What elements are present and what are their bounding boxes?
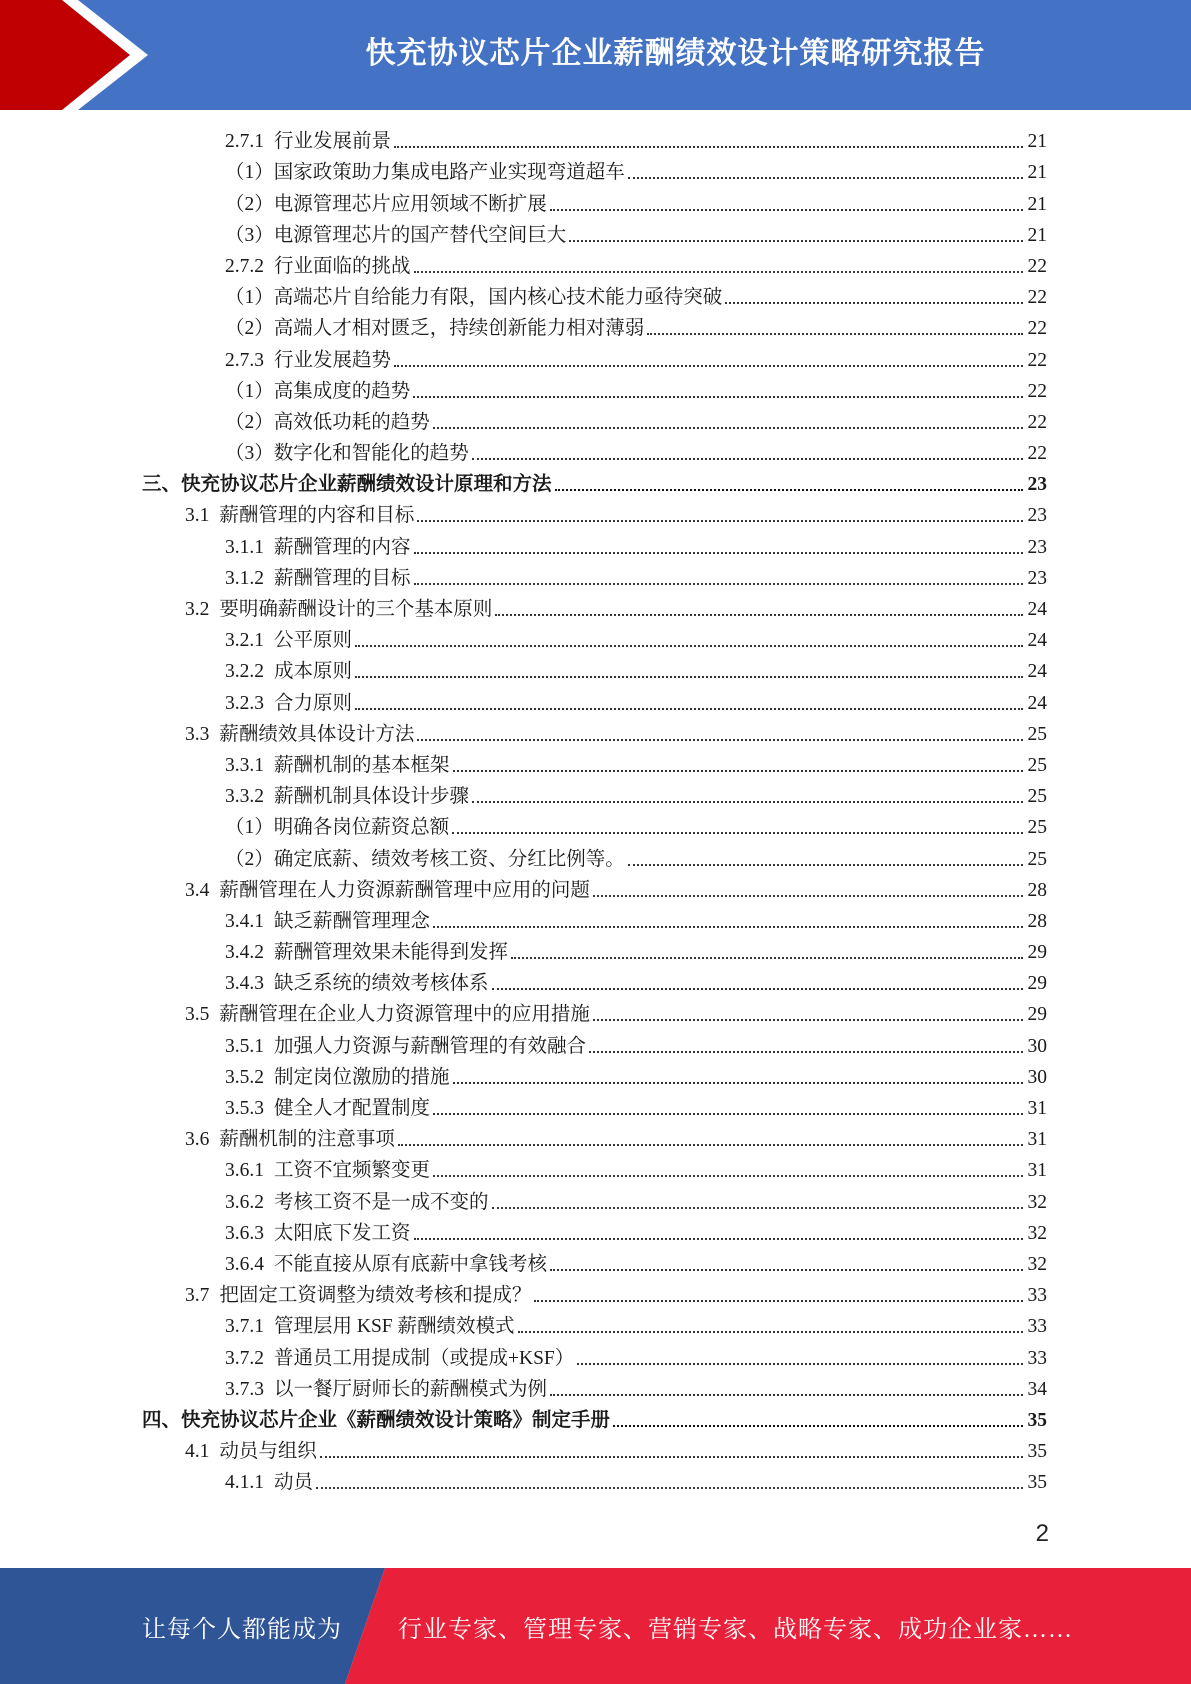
toc-entry-text: 要明确薪酬设计的三个基本原则	[219, 599, 493, 620]
toc-entry-label	[225, 1347, 574, 1371]
toc-entry-page: 35	[1027, 1441, 1047, 1463]
toc-entry-number: 3.5	[185, 1004, 210, 1026]
toc-entry[interactable]	[0, 1467, 1191, 1498]
toc-entry-label	[225, 1191, 489, 1215]
toc-entry-page: 25	[1027, 723, 1047, 745]
toc-entry[interactable]	[0, 188, 1191, 219]
toc-entry[interactable]	[0, 344, 1191, 375]
toc-entry[interactable]	[0, 594, 1191, 625]
toc-entry[interactable]	[0, 407, 1191, 438]
toc-entry[interactable]	[0, 220, 1191, 251]
toc-entry-label	[225, 130, 391, 154]
toc-entry-number: 3.7	[185, 1285, 210, 1307]
toc-entry-text: 以一餐厅厨师长的薪酬模式为例	[274, 1378, 548, 1400]
toc-entry-text: （2）电源管理芯片应用领域不断扩展	[225, 193, 547, 215]
toc-entry-text: （1）高端芯片自给能力有限，国内核心技术能力亟待突破	[225, 287, 723, 309]
toc-entry-text: 成本原则	[274, 661, 353, 683]
toc-entry-page: 22	[1027, 255, 1047, 277]
toc-entry-label	[185, 598, 492, 622]
toc-entry[interactable]	[0, 968, 1191, 999]
toc-entry-text: 薪酬管理在企业人力资源管理中的应用措施	[219, 1004, 590, 1026]
toc-entry-page: 23	[1027, 474, 1047, 496]
toc-entry-label	[225, 785, 469, 809]
toc-entry-label	[225, 816, 449, 840]
toc-entry-number: 3.2.2	[225, 661, 264, 683]
toc-entry-label	[225, 411, 430, 435]
toc-entry[interactable]	[0, 1249, 1191, 1280]
toc-entry[interactable]	[0, 656, 1191, 687]
toc-entry-page: 21	[1027, 162, 1047, 184]
toc-entry-page: 31	[1027, 1098, 1047, 1119]
toc-entry-page: 28	[1027, 879, 1047, 901]
toc-dot-leader	[550, 209, 1023, 211]
toc-dot-leader	[495, 614, 1023, 616]
toc-entry-number: 3.2	[185, 599, 210, 620]
toc-entry[interactable]	[0, 1374, 1191, 1405]
toc-entry-label	[225, 1253, 547, 1277]
toc-dot-leader	[316, 1487, 1023, 1489]
toc-dot-leader	[355, 708, 1023, 710]
toc-entry-page: 21	[1027, 224, 1047, 246]
toc-entry[interactable]	[0, 1311, 1191, 1342]
toc-dot-leader	[492, 1207, 1023, 1209]
toc-entry-page: 30	[1027, 1035, 1047, 1057]
toc-entry-label	[185, 1128, 395, 1152]
toc-entry[interactable]	[0, 750, 1191, 781]
toc-entry[interactable]	[0, 875, 1191, 906]
toc-entry[interactable]	[0, 563, 1191, 594]
toc-entry-text: 制定岗位激励的措施	[274, 1066, 450, 1088]
toc-entry-label	[225, 317, 644, 341]
toc-entry-number: 3.4.3	[225, 973, 264, 995]
toc-entry-label	[225, 193, 547, 217]
toc-entry[interactable]	[0, 1155, 1191, 1186]
page-header	[0, 0, 1191, 110]
toc-entry[interactable]	[0, 1280, 1191, 1311]
toc-entry-text: （1）国家政策助力集成电路产业实现弯道超车	[225, 162, 625, 184]
toc-entry-page: 33	[1027, 1285, 1047, 1307]
toc-entry-number: 3.6.2	[225, 1191, 264, 1213]
toc-entry-label	[225, 1378, 547, 1402]
toc-entry-text: 薪酬管理效果未能得到发挥	[274, 942, 509, 964]
toc-dot-leader	[417, 520, 1023, 522]
toc-entry-number: 3.4.2	[225, 942, 264, 964]
toc-entry-page: 22	[1027, 380, 1047, 402]
toc-entry[interactable]	[0, 906, 1191, 937]
toc-entry-text: （2）确定底薪、绩效考核工资、分红比例等。	[225, 848, 625, 870]
toc-entry-label	[225, 848, 625, 872]
toc-entry-number: 3.6	[185, 1129, 210, 1151]
toc-entry-label	[225, 1159, 430, 1183]
toc-dot-leader	[569, 240, 1023, 242]
toc-entry-label	[225, 692, 352, 716]
toc-dot-leader	[433, 427, 1023, 429]
toc-entry-text: 行业发展趋势	[274, 349, 392, 371]
toc-entry-number: 3.7.3	[225, 1378, 264, 1400]
toc-entry-text: 公平原则	[274, 630, 353, 652]
toc-entry-page: 25	[1027, 817, 1047, 839]
toc-entry-page: 21	[1027, 131, 1047, 153]
toc-dot-leader	[492, 988, 1023, 990]
toc-dot-leader	[647, 333, 1023, 335]
toc-entry[interactable]	[0, 157, 1191, 188]
toc-entry-page: 35	[1027, 1472, 1047, 1494]
toc-entry[interactable]	[0, 999, 1191, 1030]
toc-dot-leader	[433, 926, 1023, 928]
toc-entry-label	[225, 754, 450, 778]
toc-entry-number: 3.3.1	[225, 754, 264, 776]
toc-entry-text: 薪酬管理的内容和目标	[219, 505, 415, 527]
toc-dot-leader	[433, 1175, 1023, 1177]
toc-entry-label	[225, 941, 508, 965]
toc-entry-label	[225, 660, 352, 684]
toc-entry-number: 3.7.2	[225, 1347, 264, 1369]
toc-entry-text: 健全人才配置制度	[274, 1098, 431, 1119]
toc-entry[interactable]	[0, 1405, 1191, 1436]
toc-entry[interactable]	[0, 1436, 1191, 1467]
toc-entry-number: 3.1.2	[225, 567, 264, 589]
toc-entry-label	[225, 1066, 450, 1090]
toc-entry-page: 24	[1027, 692, 1047, 714]
toc-dot-leader	[613, 1425, 1023, 1427]
table-of-contents	[0, 126, 1191, 1498]
toc-entry-text: 行业面临的挑战	[274, 255, 411, 277]
toc-dot-leader	[417, 739, 1023, 741]
toc-entry-label	[225, 286, 722, 310]
toc-entry-page: 24	[1027, 630, 1047, 652]
toc-entry[interactable]	[0, 937, 1191, 968]
toc-entry-page: 22	[1027, 411, 1047, 433]
toc-entry-label	[185, 1440, 317, 1464]
toc-entry-page: 25	[1027, 754, 1047, 776]
footer-slogan-left: 让每个人都能成为	[142, 1616, 342, 1643]
toc-dot-leader	[414, 1238, 1023, 1240]
toc-entry-number: 3.3.2	[225, 786, 264, 808]
toc-entry-page: 22	[1027, 349, 1047, 371]
toc-entry[interactable]	[0, 1030, 1191, 1061]
toc-entry[interactable]	[0, 1062, 1191, 1093]
toc-dot-leader	[577, 1363, 1023, 1365]
toc-entry-page: 24	[1027, 599, 1047, 620]
toc-entry-page: 29	[1027, 973, 1047, 995]
toc-entry-text: 薪酬管理的内容	[274, 536, 411, 558]
toc-entry-number: 3.2.1	[225, 630, 264, 652]
toc-entry-text: 四、快充协议芯片企业《薪酬绩效设计策略》制定手册	[142, 1409, 611, 1431]
toc-entry[interactable]	[0, 251, 1191, 282]
toc-entry-number: 2.7.3	[225, 349, 264, 371]
toc-dot-leader	[550, 1394, 1023, 1396]
toc-entry-number: 3.5.1	[225, 1035, 264, 1057]
toc-entry-text: （1）高集成度的趋势	[225, 380, 411, 402]
toc-entry-page: 23	[1027, 567, 1047, 589]
toc-entry-text: 不能直接从原有底薪中拿钱考核	[274, 1253, 548, 1275]
toc-entry-text: 薪酬绩效具体设计方法	[219, 723, 415, 745]
toc-dot-leader	[589, 1051, 1023, 1053]
toc-entry-label	[225, 1035, 586, 1059]
toc-dot-leader	[394, 146, 1023, 148]
toc-entry-page: 23	[1027, 505, 1047, 527]
toc-entry-text: 薪酬机制的基本框架	[274, 754, 450, 776]
toc-entry-page: 22	[1027, 443, 1047, 465]
toc-entry-number: 2.7.1	[225, 131, 264, 153]
toc-entry-number: 3.1	[185, 505, 210, 527]
toc-dot-leader	[555, 489, 1023, 491]
toc-dot-leader	[518, 1331, 1023, 1333]
page-footer	[0, 1568, 1191, 1684]
toc-dot-leader	[414, 271, 1023, 273]
toc-entry-text: 加强人力资源与薪酬管理的有效融合	[274, 1035, 587, 1057]
toc-entry-page: 23	[1027, 536, 1047, 558]
toc-entry-label	[142, 1409, 610, 1433]
toc-entry-page: 31	[1027, 1160, 1047, 1182]
toc-entry-text: 把固定工资调整为绩效考核和提成？	[219, 1285, 532, 1307]
toc-entry-label	[225, 224, 566, 248]
toc-dot-leader	[453, 770, 1023, 772]
toc-entry-page: 34	[1027, 1378, 1047, 1400]
toc-entry-number: 3.4	[185, 879, 210, 901]
toc-entry-text: （3）电源管理芯片的国产替代空间巨大	[225, 224, 567, 246]
toc-entry-label	[225, 349, 391, 373]
toc-dot-leader	[725, 302, 1023, 304]
toc-entry[interactable]	[0, 531, 1191, 562]
toc-entry-label	[225, 1471, 313, 1495]
toc-entry-label	[185, 1284, 531, 1308]
toc-entry[interactable]	[0, 376, 1191, 407]
toc-entry[interactable]	[0, 500, 1191, 531]
toc-entry-number: 3.4.1	[225, 910, 264, 932]
toc-entry-number: 3.5.3	[225, 1098, 264, 1119]
toc-entry-label	[225, 972, 489, 996]
toc-entry-text: 动员	[274, 1472, 314, 1494]
toc-entry-page: 33	[1027, 1347, 1047, 1369]
toc-entry-label	[185, 723, 414, 747]
toc-entry-label	[225, 910, 430, 934]
toc-entry[interactable]	[0, 781, 1191, 812]
toc-entry-number: 4.1	[185, 1441, 210, 1463]
document-title: 快充协议芯片企业薪酬绩效设计策略研究报告	[365, 36, 986, 71]
toc-entry[interactable]	[0, 282, 1191, 313]
toc-entry-page: 32	[1027, 1222, 1047, 1244]
toc-dot-leader	[355, 676, 1023, 678]
toc-dot-leader	[628, 177, 1023, 179]
toc-entry-text: 三、快充协议芯片企业薪酬绩效设计原理和方法	[142, 474, 552, 496]
toc-entry-page: 30	[1027, 1066, 1047, 1088]
toc-entry-page: 35	[1027, 1409, 1047, 1431]
toc-entry-text: 工资不宜频繁变更	[274, 1160, 431, 1182]
toc-entry-page: 24	[1027, 661, 1047, 683]
toc-entry-text: 行业发展前景	[274, 131, 392, 153]
toc-entry-label	[225, 1222, 411, 1246]
toc-entry-text: 缺乏系统的绩效考核体系	[274, 973, 489, 995]
toc-dot-leader	[414, 552, 1023, 554]
toc-entry-text: 薪酬机制具体设计步骤	[274, 786, 470, 808]
toc-entry[interactable]	[0, 1218, 1191, 1249]
toc-entry[interactable]	[0, 1186, 1191, 1217]
toc-dot-leader	[550, 1269, 1023, 1271]
toc-entry[interactable]	[0, 126, 1191, 157]
toc-entry-text: 动员与组织	[219, 1441, 317, 1463]
toc-entry-label	[225, 161, 625, 185]
toc-entry-label	[142, 473, 552, 497]
toc-entry[interactable]	[0, 313, 1191, 344]
toc-entry-page: 31	[1027, 1129, 1047, 1151]
toc-entry-label	[225, 442, 469, 466]
toc-dot-leader	[320, 1456, 1023, 1458]
toc-entry-page: 29	[1027, 1004, 1047, 1026]
toc-dot-leader	[593, 1019, 1023, 1021]
toc-entry-number: 3.6.4	[225, 1253, 264, 1275]
toc-entry-page: 21	[1027, 193, 1047, 215]
toc-dot-leader	[452, 832, 1023, 834]
toc-dot-leader	[453, 1082, 1023, 1084]
toc-entry-number: 3.3	[185, 723, 210, 745]
toc-entry-page: 32	[1027, 1253, 1047, 1275]
toc-entry-text: 考核工资不是一成不变的	[274, 1191, 489, 1213]
toc-dot-leader	[398, 1144, 1023, 1146]
toc-entry[interactable]	[0, 1124, 1191, 1155]
toc-entry-text: 薪酬管理的目标	[274, 567, 411, 589]
toc-entry-page: 22	[1027, 318, 1047, 340]
toc-dot-leader	[628, 864, 1023, 866]
toc-entry[interactable]	[0, 843, 1191, 874]
toc-entry-text: （1）明确各岗位薪资总额	[225, 817, 450, 839]
toc-entry[interactable]	[0, 469, 1191, 500]
page-number: 2	[1035, 1520, 1049, 1547]
toc-entry-number: 2.7.2	[225, 255, 264, 277]
toc-dot-leader	[534, 1300, 1023, 1302]
toc-entry-label	[225, 629, 352, 653]
toc-entry-text: 缺乏薪酬管理理念	[274, 910, 431, 932]
toc-entry-number: 3.6.1	[225, 1160, 264, 1182]
toc-entry-label	[225, 1315, 515, 1339]
toc-entry-label	[225, 255, 411, 279]
toc-entry-label	[225, 536, 411, 560]
toc-entry-text: 薪酬机制的注意事项	[219, 1129, 395, 1151]
toc-entry-text: 太阳底下发工资	[274, 1222, 411, 1244]
toc-entry-label	[185, 504, 414, 528]
toc-entry-label	[185, 879, 590, 903]
toc-dot-leader	[355, 645, 1023, 647]
toc-dot-leader	[472, 801, 1023, 803]
toc-entry-page: 22	[1027, 287, 1047, 309]
toc-entry-page: 25	[1027, 848, 1047, 870]
toc-entry-page: 32	[1027, 1191, 1047, 1213]
toc-entry-number: 3.2.3	[225, 692, 264, 714]
footer-slogan-right: 行业专家、管理专家、营销专家、战略专家、成功企业家……	[398, 1616, 1073, 1643]
toc-entry[interactable]	[0, 1342, 1191, 1373]
toc-entry-text: （2）高效低功耗的趋势	[225, 411, 430, 433]
toc-entry[interactable]	[0, 812, 1191, 843]
toc-entry-number: 3.6.3	[225, 1222, 264, 1244]
toc-entry-text: （2）高端人才相对匮乏，持续创新能力相对薄弱	[225, 318, 645, 340]
toc-entry-page: 28	[1027, 910, 1047, 932]
toc-entry[interactable]	[0, 625, 1191, 656]
toc-dot-leader	[593, 895, 1023, 897]
toc-entry-page: 25	[1027, 786, 1047, 808]
toc-dot-leader	[413, 396, 1023, 398]
toc-entry-text: 薪酬管理在人力资源薪酬管理中应用的问题	[219, 879, 590, 901]
toc-entry-text: 管理层用 KSF 薪酬绩效模式	[274, 1316, 515, 1338]
toc-dot-leader	[472, 458, 1023, 460]
toc-entry-number: 4.1.1	[225, 1472, 264, 1494]
toc-dot-leader	[511, 957, 1023, 959]
toc-entry-label	[225, 1097, 430, 1121]
toc-entry-number: 3.5.2	[225, 1066, 264, 1088]
toc-entry-text: 普通员工用提成制（或提成+KSF）	[274, 1347, 575, 1369]
toc-entry-page: 33	[1027, 1316, 1047, 1338]
toc-entry-text: （3）数字化和智能化的趋势	[225, 443, 469, 465]
toc-entry[interactable]	[0, 1093, 1191, 1124]
toc-entry-number: 3.7.1	[225, 1316, 264, 1338]
toc-entry-label	[185, 1003, 590, 1027]
toc-dot-leader	[433, 1113, 1023, 1115]
toc-entry-label	[225, 567, 411, 591]
toc-dot-leader	[414, 583, 1023, 585]
toc-entry-number: 3.1.1	[225, 536, 264, 558]
toc-dot-leader	[394, 365, 1023, 367]
toc-entry[interactable]	[0, 719, 1191, 750]
toc-entry[interactable]	[0, 438, 1191, 469]
toc-entry-label	[225, 380, 410, 404]
toc-entry-page: 29	[1027, 942, 1047, 964]
toc-entry-text: 合力原则	[274, 692, 353, 714]
toc-entry[interactable]	[0, 687, 1191, 718]
